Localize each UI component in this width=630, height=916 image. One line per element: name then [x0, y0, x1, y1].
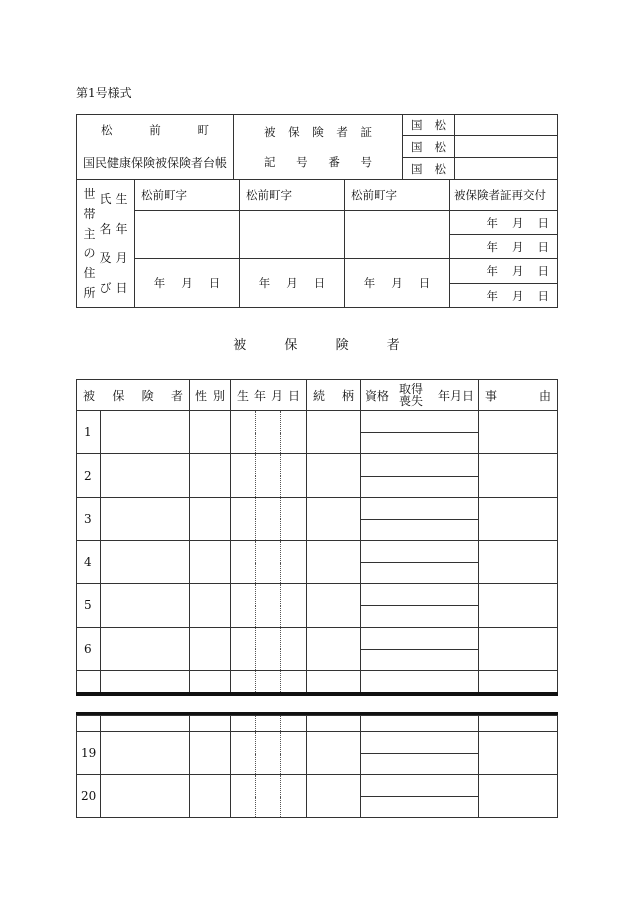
row-number: 20 — [77, 775, 101, 818]
label-char: 所 — [83, 286, 96, 301]
name-cell — [101, 497, 190, 540]
reissue-date-cell — [450, 284, 557, 307]
code-label-cell — [403, 136, 455, 158]
row-number: 1 — [77, 411, 101, 454]
header-char: 柄 — [342, 388, 355, 403]
header-char: 性 — [195, 388, 208, 403]
row-number: 2 — [77, 454, 101, 497]
header-char: 被 — [83, 388, 96, 403]
birth-month-cell — [256, 775, 281, 818]
day-label: 日 — [208, 276, 221, 290]
ledger-header-table — [76, 114, 558, 180]
birth-year-cell — [231, 540, 256, 583]
reissue-date-cell — [450, 259, 557, 284]
acquired-date-cell — [361, 497, 479, 519]
label-char: 日 — [115, 281, 128, 296]
title-char: 者 — [386, 338, 400, 353]
birth-year-cell — [231, 454, 256, 497]
day-label: 日 — [418, 276, 431, 290]
birth-year-cell — [231, 670, 256, 692]
acq-date-label: 年月日 — [438, 388, 475, 403]
birth-day-cell — [281, 540, 307, 583]
code-kanji: 国 — [411, 161, 423, 176]
insured-table-bottom — [76, 715, 558, 818]
qualification-label: 資格 — [365, 388, 390, 403]
label-char: 世 — [83, 186, 96, 201]
year-label: 年 — [486, 288, 498, 303]
row-number: 4 — [77, 540, 101, 583]
birth-date-cell — [135, 259, 240, 308]
header-insured-name — [77, 380, 190, 411]
symbol-number-char: 号 — [296, 155, 308, 169]
card-title-char: 者 — [336, 125, 348, 139]
sex-cell — [190, 454, 231, 497]
code-value-cell — [455, 136, 558, 158]
acquired-date-cell — [361, 627, 479, 649]
code-kanji: 国 — [411, 139, 423, 154]
reason-cell — [479, 540, 558, 583]
address-cell — [345, 180, 450, 211]
card-title-char: 険 — [312, 125, 324, 139]
sex-cell — [190, 411, 231, 454]
row-number: 5 — [77, 584, 101, 627]
relation-cell — [307, 540, 361, 583]
header-char: 険 — [141, 388, 154, 403]
insured-row — [77, 775, 558, 797]
relation-cell — [307, 584, 361, 627]
insured-row — [77, 627, 558, 649]
code-value-cell — [455, 115, 558, 136]
town-ledger-cell — [77, 115, 234, 180]
insured-row — [77, 497, 558, 519]
row-number: 6 — [77, 627, 101, 670]
lost-date-cell — [361, 476, 479, 497]
header-birth-date — [231, 380, 307, 411]
acquired-label: 取得 — [399, 381, 424, 396]
birth-day-cell — [281, 497, 307, 540]
name-cell — [101, 716, 190, 732]
reissue-date-cell — [450, 211, 558, 235]
code-label-cell — [403, 158, 455, 180]
sex-cell — [190, 670, 231, 692]
day-label: 日 — [313, 276, 326, 290]
sex-cell — [190, 497, 231, 540]
lost-label: 喪失 — [399, 394, 424, 409]
birth-year-cell — [231, 716, 256, 732]
code-kanji: 国 — [411, 118, 423, 132]
label-char: 年 — [115, 221, 128, 236]
town-char: 町 — [197, 122, 209, 137]
lost-date-cell — [361, 797, 479, 818]
insured-row-partial — [77, 716, 558, 732]
card-title-char: 保 — [288, 125, 300, 139]
year-label: 年 — [486, 264, 498, 278]
name-cell — [345, 211, 450, 259]
title-char: 保 — [284, 338, 298, 353]
reissue-date-cell — [450, 235, 558, 259]
insured-row — [77, 540, 558, 562]
name-cell — [135, 211, 240, 259]
header-char: 事 — [485, 388, 498, 403]
lost-date-cell — [361, 606, 479, 627]
label-char: 及 — [99, 251, 112, 266]
acquired-date-cell — [361, 411, 479, 433]
header-qualification — [361, 380, 479, 411]
relation-cell — [307, 454, 361, 497]
sex-cell — [190, 540, 231, 583]
insured-header-row — [77, 380, 558, 411]
symbol-number-char: 号 — [360, 155, 372, 169]
title-char: 被 — [233, 338, 247, 353]
lost-date-cell — [361, 754, 479, 775]
town-char: 松 — [101, 122, 113, 137]
name-cell — [101, 670, 190, 692]
sex-cell — [190, 732, 231, 775]
sex-cell — [190, 716, 231, 732]
birth-month-cell — [256, 497, 281, 540]
name-cell — [101, 732, 190, 775]
label-char: 主 — [83, 226, 96, 241]
acquired-date-cell — [361, 584, 479, 606]
birth-day-cell — [281, 411, 307, 454]
reason-cell — [479, 454, 558, 497]
birth-date-cell — [345, 259, 450, 308]
town-char: 前 — [149, 122, 161, 137]
header-char: 別 — [212, 388, 225, 403]
insured-row — [77, 732, 558, 754]
year-label: 年 — [486, 215, 498, 230]
month-label: 月 — [286, 276, 298, 290]
symbol-number-char: 記 — [264, 155, 276, 169]
relation-cell — [307, 411, 361, 454]
card-title-char: 被 — [264, 125, 276, 139]
birth-month-cell — [256, 411, 281, 454]
card-title-char: 証 — [360, 125, 372, 139]
birth-year-cell — [231, 775, 256, 818]
acquired-date-cell — [361, 670, 479, 692]
birth-date-cell — [240, 259, 345, 308]
insured-row — [77, 584, 558, 606]
label-char: 住 — [83, 266, 96, 281]
header-char: 月 — [271, 388, 284, 403]
label-char: 生 — [115, 191, 128, 206]
header-char: 保 — [112, 388, 125, 403]
relation-cell — [307, 627, 361, 670]
year-label: 年 — [153, 276, 166, 290]
householder-label-cell — [77, 180, 135, 308]
row-number — [77, 670, 101, 692]
card-number-cell — [234, 115, 403, 180]
row-number: 3 — [77, 497, 101, 540]
insured-row-partial — [77, 670, 558, 692]
month-label: 月 — [512, 239, 524, 254]
label-char: 氏 — [99, 191, 112, 206]
header-relation — [307, 380, 361, 411]
reason-cell — [479, 627, 558, 670]
birth-month-cell — [256, 670, 281, 692]
birth-day-cell — [281, 670, 307, 692]
label-char: 帯 — [83, 206, 96, 221]
code-kanji: 松 — [434, 118, 446, 132]
address-cell — [240, 180, 345, 211]
reason-cell — [479, 732, 558, 775]
sex-cell — [190, 584, 231, 627]
name-cell — [101, 454, 190, 497]
relation-cell — [307, 670, 361, 692]
acquired-date-cell — [361, 454, 479, 476]
day-label: 日 — [537, 264, 549, 278]
header-char: 続 — [313, 388, 326, 403]
code-kanji: 松 — [434, 139, 446, 154]
reason-cell — [479, 716, 558, 732]
birth-month-cell — [256, 627, 281, 670]
address-prefix: 松前町字 — [141, 188, 187, 202]
household-table — [76, 179, 558, 308]
title-char: 険 — [335, 338, 349, 353]
month-label: 月 — [181, 276, 193, 290]
address-prefix: 松前町字 — [246, 188, 292, 202]
form-number-label: 第1号様式 — [76, 86, 132, 100]
code-kanji: 松 — [434, 161, 446, 176]
birth-month-cell — [256, 540, 281, 583]
lost-date-cell — [361, 519, 479, 540]
name-cell — [101, 775, 190, 818]
label-char: び — [99, 281, 112, 296]
label-char: 月 — [115, 251, 128, 266]
birth-year-cell — [231, 627, 256, 670]
birth-month-cell — [256, 454, 281, 497]
birth-month-cell — [256, 732, 281, 775]
relation-cell — [307, 497, 361, 540]
header-sex — [190, 380, 231, 411]
relation-cell — [307, 775, 361, 818]
insured-row — [77, 454, 558, 476]
header-char: 年 — [254, 388, 267, 403]
day-label: 日 — [537, 288, 549, 303]
day-label: 日 — [537, 215, 549, 230]
birth-year-cell — [231, 584, 256, 627]
birth-day-cell — [281, 716, 307, 732]
acquired-date-cell — [361, 716, 479, 732]
label-char: の — [83, 246, 96, 261]
header-char: 日 — [288, 388, 301, 403]
name-cell — [101, 584, 190, 627]
ledger-title: 国民健康保険被保険者台帳 — [83, 155, 228, 170]
code-label-cell — [403, 115, 455, 136]
birth-year-cell — [231, 497, 256, 540]
reissue-date-stack — [450, 259, 558, 308]
address-cell — [135, 180, 240, 211]
code-value-cell — [455, 158, 558, 180]
month-label: 月 — [391, 276, 403, 290]
birth-day-cell — [281, 584, 307, 627]
insured-row — [77, 411, 558, 433]
birth-day-cell — [281, 454, 307, 497]
birth-month-cell — [256, 584, 281, 627]
year-label: 年 — [486, 239, 498, 254]
symbol-number-char: 番 — [328, 155, 340, 169]
birth-month-cell — [256, 716, 281, 732]
year-label: 年 — [258, 276, 271, 290]
sex-cell — [190, 775, 231, 818]
reason-cell — [479, 670, 558, 692]
reason-cell — [479, 775, 558, 818]
acquired-date-cell — [361, 732, 479, 754]
reason-cell — [479, 497, 558, 540]
relation-cell — [307, 716, 361, 732]
name-cell — [101, 540, 190, 583]
header-reason — [479, 380, 558, 411]
name-cell — [101, 627, 190, 670]
header-char: 者 — [170, 388, 183, 403]
table-break-line-top — [76, 692, 558, 696]
month-label: 月 — [512, 288, 524, 303]
sex-cell — [190, 627, 231, 670]
acquired-date-cell — [361, 775, 479, 797]
header-char: 生 — [237, 388, 250, 403]
address-prefix: 松前町字 — [351, 188, 397, 202]
reason-cell — [479, 584, 558, 627]
header-char: 由 — [539, 388, 552, 403]
lost-date-cell — [361, 433, 479, 454]
lost-date-cell — [361, 649, 479, 670]
reissue-header: 被保険者証再交付 — [450, 180, 558, 211]
name-cell — [101, 411, 190, 454]
month-label: 月 — [512, 264, 524, 278]
name-cell — [240, 211, 345, 259]
label-char: 名 — [99, 221, 112, 236]
insured-section-title — [76, 334, 557, 353]
birth-day-cell — [281, 775, 307, 818]
insured-table-top — [76, 379, 558, 693]
reason-cell — [479, 411, 558, 454]
birth-year-cell — [231, 411, 256, 454]
relation-cell — [307, 732, 361, 775]
day-label: 日 — [537, 239, 549, 254]
birth-year-cell — [231, 732, 256, 775]
row-number — [77, 716, 101, 732]
birth-day-cell — [281, 732, 307, 775]
month-label: 月 — [512, 215, 524, 230]
birth-day-cell — [281, 627, 307, 670]
row-number: 19 — [77, 732, 101, 775]
acquired-date-cell — [361, 540, 479, 562]
year-label: 年 — [363, 276, 376, 290]
lost-date-cell — [361, 563, 479, 584]
